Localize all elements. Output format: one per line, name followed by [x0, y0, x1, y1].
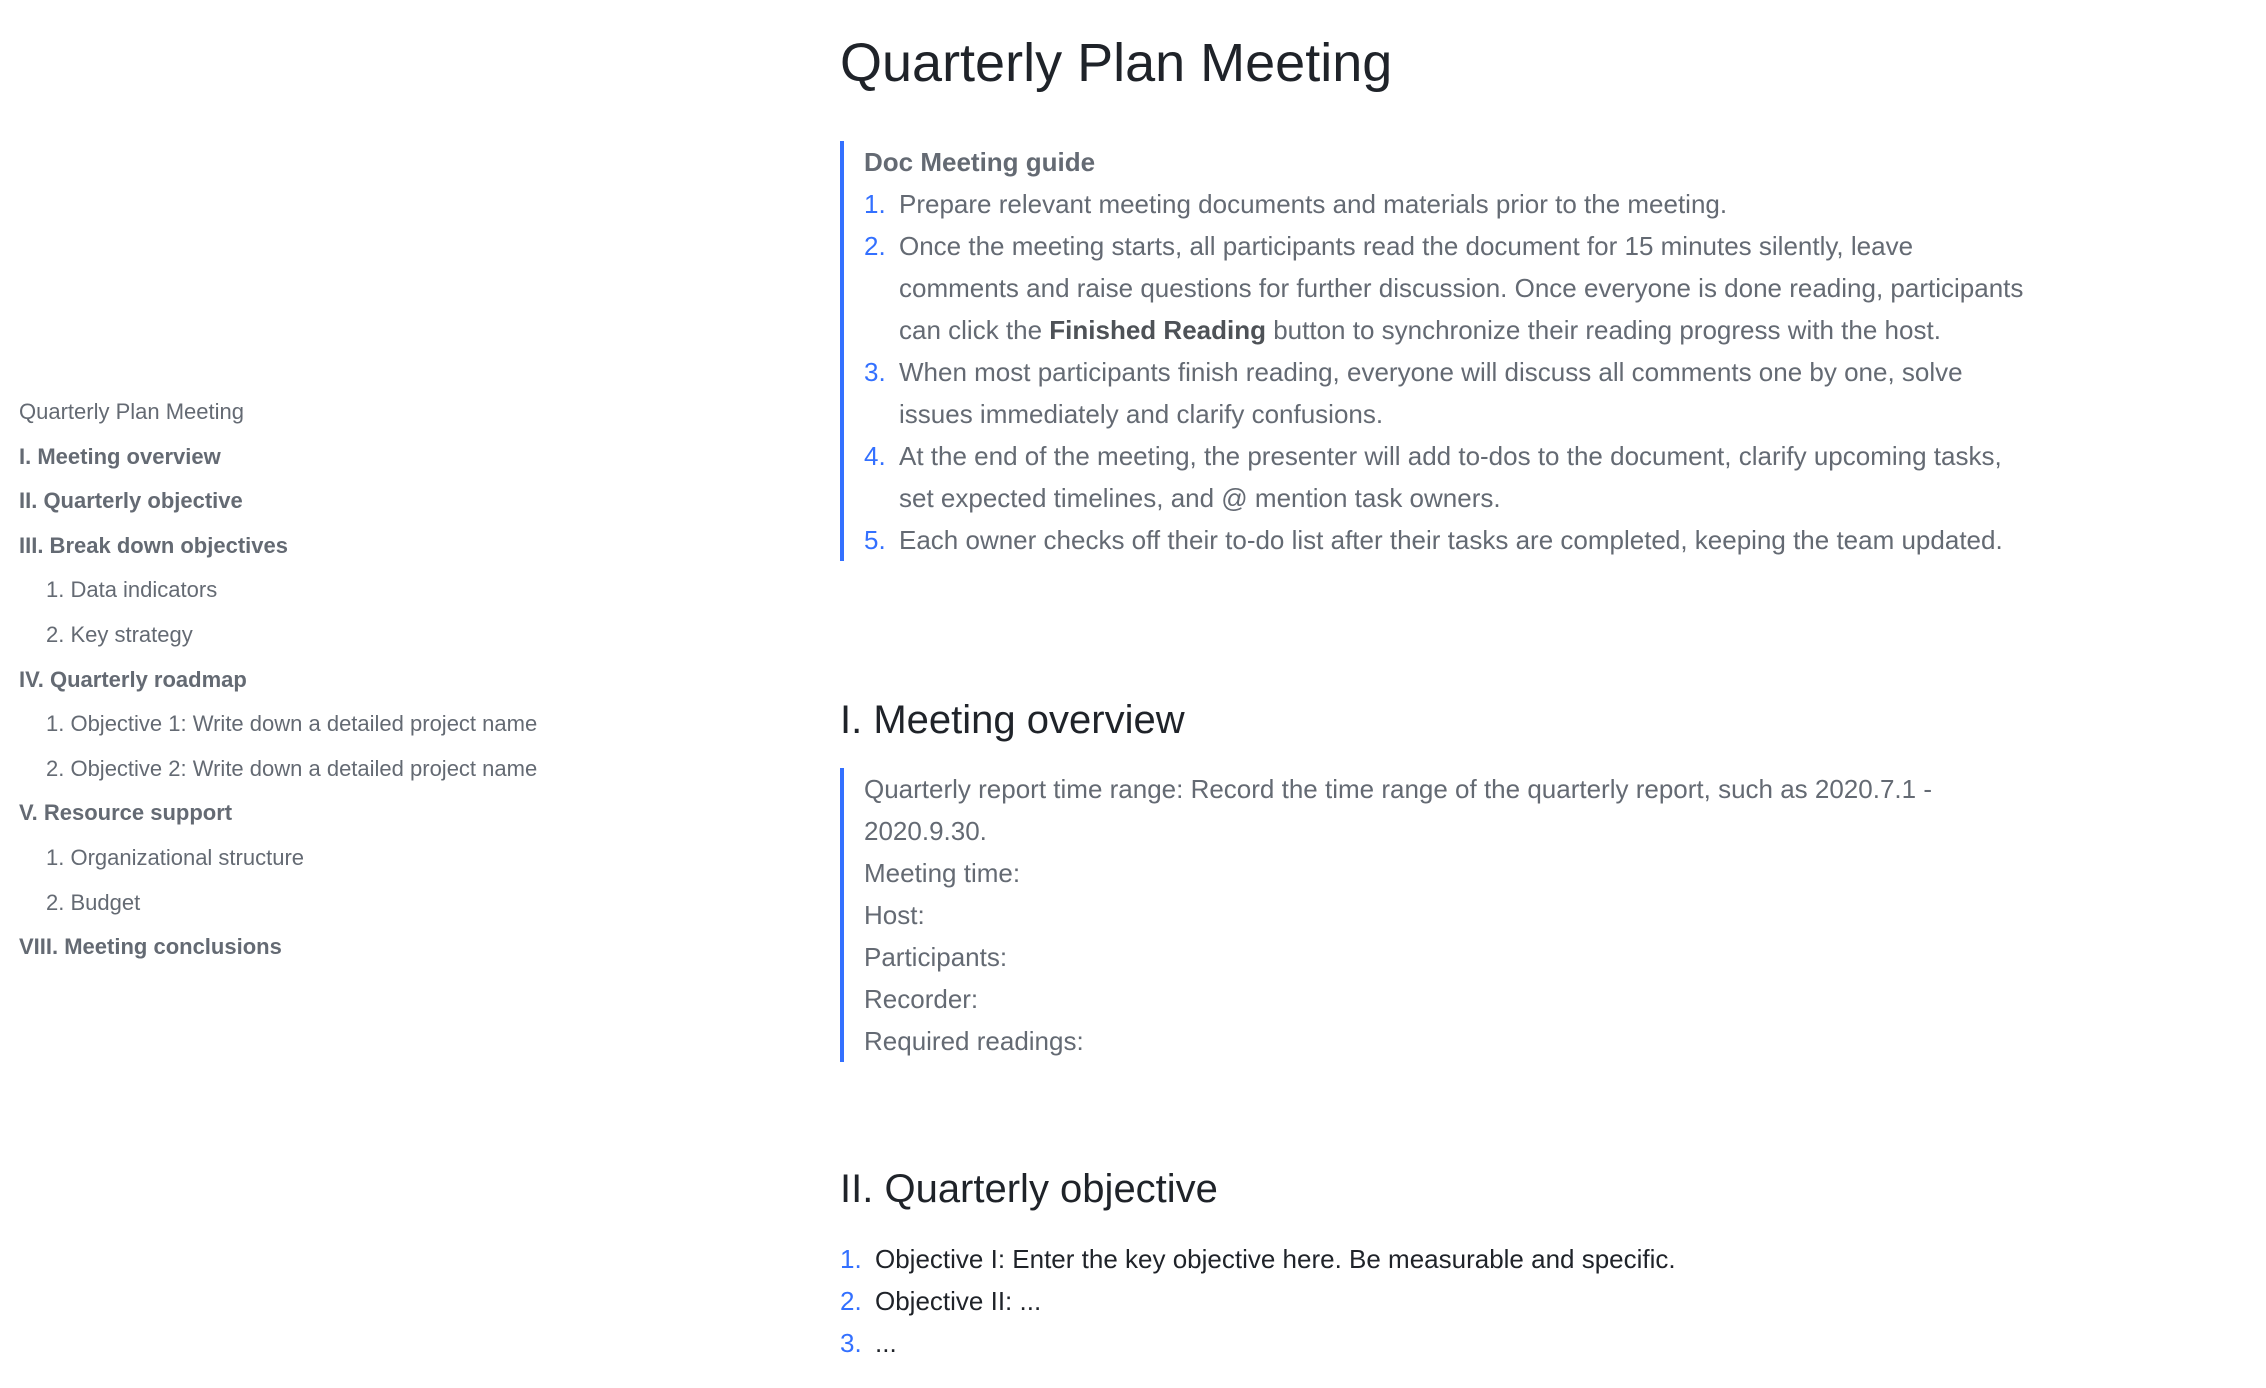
list-item-text: Objective I: Enter the key objective here. Be measurable and specific.: [875, 1244, 1676, 1274]
outline-item-key-strategy[interactable]: 2. Key strategy: [46, 621, 193, 647]
outline-item-resource-support[interactable]: V. Resource support: [19, 800, 233, 826]
list-number: 5.: [864, 525, 886, 555]
list-item[interactable]: [864, 435, 2024, 519]
outline-item-title[interactable]: Quarterly Plan Meeting: [19, 399, 244, 424]
list-item-text: ...: [875, 1328, 897, 1358]
finished-reading-bold: Finished Reading: [1049, 315, 1266, 345]
list-number: 4.: [864, 441, 886, 471]
guide-steps-list: [864, 183, 2024, 561]
outline-item-budget[interactable]: 2. Budget: [46, 889, 141, 915]
outline-item-data-indicators[interactable]: 1. Data indicators: [46, 577, 218, 603]
list-number: 3.: [840, 1328, 862, 1358]
overview-required-readings: Required readings:: [864, 1026, 1084, 1056]
objective-list: [840, 1238, 1676, 1364]
list-number: 3.: [864, 357, 886, 387]
guide-heading: Doc Meeting guide: [864, 147, 1096, 177]
list-number: 1.: [840, 1244, 862, 1274]
list-item-text: At the end of the meeting, the presenter will add to-dos to the document, clarify upcoming tasks, set expected timelines, and @ mention task owners.: [899, 441, 2002, 513]
outline-item-meeting-conclusions[interactable]: VIII. Meeting conclusions: [19, 934, 282, 960]
list-item-text: Once the meeting starts, all participants read the document for 15 minutes silently, leave comments and raise questions for further discussion. Once everyone is done reading, participants can click the: [899, 231, 2024, 345]
page-title[interactable]: Quarterly Plan Meeting: [840, 33, 1393, 93]
outline-item-quarterly-roadmap[interactable]: IV. Quarterly roadmap: [19, 666, 247, 692]
overview-participants: Participants:: [864, 942, 1008, 972]
list-number: 1.: [864, 189, 886, 219]
list-number: 2.: [864, 231, 886, 261]
document-outline: [19, 397, 719, 977]
list-item-text: button to synchronize their reading progress with the host.: [1265, 315, 1941, 345]
section-heading-quarterly-objective[interactable]: II. Quarterly objective: [840, 1167, 1218, 1211]
list-item[interactable]: [840, 1280, 1676, 1322]
overview-host: Host:: [864, 900, 925, 930]
list-item-text: When most participants finish reading, everyone will discuss all comments one by one, solve issues immediately and clarify confusions.: [899, 357, 1963, 429]
list-item[interactable]: [840, 1322, 1676, 1364]
outline-item-objective-2[interactable]: 2. Objective 2: Write down a detailed project name: [46, 755, 538, 781]
list-item[interactable]: [864, 519, 2024, 561]
list-item-text: Objective II: ...: [875, 1286, 1042, 1316]
meeting-overview-callout[interactable]: [840, 768, 2024, 1062]
section-heading-meeting-overview[interactable]: I. Meeting overview: [840, 698, 1185, 742]
meeting-guide-callout[interactable]: [840, 141, 2024, 561]
overview-time-range: Quarterly report time range: Record the time range of the quarterly report, such as 2020.7.1 - 2020.9.30.: [864, 774, 1932, 846]
outline-item-objective-1[interactable]: 1. Objective 1: Write down a detailed project name: [46, 711, 538, 737]
outline-item-break-down-objectives[interactable]: III. Break down objectives: [19, 532, 288, 558]
list-item[interactable]: [864, 351, 2024, 435]
list-item-text: Prepare relevant meeting documents and materials prior to the meeting.: [899, 189, 1728, 219]
list-number: 2.: [840, 1286, 862, 1316]
overview-recorder: Recorder:: [864, 984, 979, 1014]
overview-meeting-time: Meeting time:: [864, 858, 1021, 888]
list-item[interactable]: [840, 1238, 1676, 1280]
outline-item-organizational-structure[interactable]: 1. Organizational structure: [46, 844, 305, 870]
list-item[interactable]: [864, 183, 2024, 225]
outline-item-quarterly-objective[interactable]: II. Quarterly objective: [19, 488, 243, 514]
list-item-text: Each owner checks off their to-do list after their tasks are completed, keeping the team updated.: [899, 525, 2003, 555]
outline-item-meeting-overview[interactable]: I. Meeting overview: [19, 443, 221, 469]
list-item[interactable]: [864, 225, 2024, 351]
